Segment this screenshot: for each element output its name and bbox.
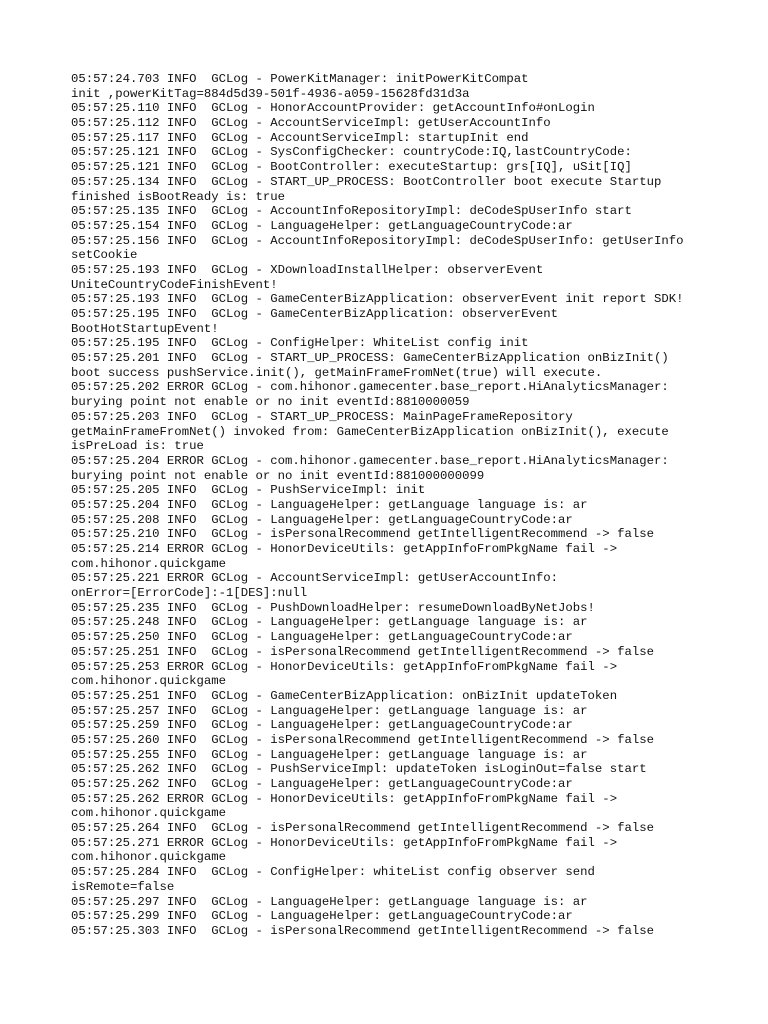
log-line: 05:57:25.253 ERROR GCLog - HonorDeviceUtils: getAppInfoFromPkgName fail -> xyxy=(71,659,618,674)
log-line: 05:57:25.204 ERROR GCLog - com.hihonor.gamecenter.base_report.HiAnalyticsManager: xyxy=(71,453,669,468)
log-line: 05:57:25.110 INFO GCLog - HonorAccountProvider: getAccountInfo#onLogin xyxy=(71,101,595,116)
log-line: 05:57:25.214 ERROR GCLog - HonorDeviceUtils: getAppInfoFromPkgName fail -> xyxy=(71,542,618,556)
log-line: 05:57:25.235 INFO GCLog - PushDownloadHelper: resumeDownloadByNetJobs! xyxy=(71,600,595,615)
log-line: 05:57:25.299 INFO GCLog - LanguageHelper: getLanguageCountryCode:ar xyxy=(71,909,573,924)
log-line: 05:57:25.210 INFO GCLog - isPersonalRecommend getIntelligentRecommend -> false xyxy=(71,527,654,542)
log-line: 05:57:25.202 ERROR GCLog - com.hihonor.gamecenter.base_report.HiAnalyticsManager: xyxy=(71,380,669,395)
log-line: onError=[ErrorCode]:-1[DES]:null xyxy=(71,586,308,601)
log-line: com.hihonor.quickgame xyxy=(71,806,226,821)
log-line: 05:57:25.262 INFO GCLog - PushServiceImpl: updateToken isLoginOut=false start xyxy=(71,762,647,777)
log-line: com.hihonor.quickgame xyxy=(71,674,226,689)
log-line: burying point not enable or no init eventId:881000000099 xyxy=(71,468,485,483)
log-line: 05:57:25.259 INFO GCLog - LanguageHelper: getLanguageCountryCode:ar xyxy=(71,718,573,733)
log-line: 05:57:25.193 INFO GCLog - XDownloadInstallHelper: observerEvent xyxy=(71,262,544,277)
log-line: 05:57:24.703 INFO GCLog - PowerKitManager: initPowerKitCompat xyxy=(71,72,529,86)
log-line: isRemote=false xyxy=(71,879,175,894)
log-text-block xyxy=(71,72,731,939)
log-line: com.hihonor.quickgame xyxy=(71,556,226,571)
log-line: 05:57:25.134 INFO GCLog - START_UP_PROCESS: BootController boot execute Startup xyxy=(71,174,662,189)
log-line: 05:57:25.260 INFO GCLog - isPersonalRecommend getIntelligentRecommend -> false xyxy=(71,732,654,747)
log-line: 05:57:25.284 INFO GCLog - ConfigHelper: whiteList config observer send xyxy=(71,865,595,880)
log-line: 05:57:25.121 INFO GCLog - SysConfigChecker: countryCode:IQ,lastCountryCode: xyxy=(71,145,632,160)
log-line: 05:57:25.221 ERROR GCLog - AccountServiceImpl: getUserAccountInfo: xyxy=(71,571,559,586)
log-line: init ,powerKitTag=884d5d39-501f-4936-a059-15628fd31d3a xyxy=(71,86,470,101)
log-line: 05:57:25.271 ERROR GCLog - HonorDeviceUtils: getAppInfoFromPkgName fail -> xyxy=(71,835,618,850)
log-line: 05:57:25.121 INFO GCLog - BootController: executeStartup: grs[IQ], uSit[IQ] xyxy=(71,160,632,175)
log-line: com.hihonor.quickgame xyxy=(71,850,226,865)
log-line: 05:57:25.264 INFO GCLog - isPersonalRecommend getIntelligentRecommend -> false xyxy=(71,821,654,836)
log-line: 05:57:25.201 INFO GCLog - START_UP_PROCESS: GameCenterBizApplication onBizInit() xyxy=(71,351,669,366)
log-line: 05:57:25.112 INFO GCLog - AccountServiceImpl: getUserAccountInfo xyxy=(71,116,551,131)
log-line: 05:57:25.154 INFO GCLog - LanguageHelper: getLanguageCountryCode:ar xyxy=(71,218,573,233)
log-line: 05:57:25.117 INFO GCLog - AccountServiceImpl: startupInit end xyxy=(71,130,529,145)
log-line: getMainFrameFromNet() invoked from: GameCenterBizApplication onBizInit(), execute xyxy=(71,424,669,439)
log-line: 05:57:25.208 INFO GCLog - LanguageHelper: getLanguageCountryCode:ar xyxy=(71,512,573,527)
log-line: BootHotStartupEvent! xyxy=(71,321,219,336)
log-line: 05:57:25.135 INFO GCLog - AccountInfoRepositoryImpl: deCodeSpUserInfo start xyxy=(71,204,632,219)
log-line: 05:57:25.195 INFO GCLog - ConfigHelper: WhiteList config init xyxy=(71,336,529,351)
log-line: setCookie xyxy=(71,248,138,263)
log-line: 05:57:25.251 INFO GCLog - GameCenterBizApplication: onBizInit updateToken xyxy=(71,688,618,703)
log-line: 05:57:25.251 INFO GCLog - isPersonalRecommend getIntelligentRecommend -> false xyxy=(71,644,654,659)
log-line: 05:57:25.195 INFO GCLog - GameCenterBizApplication: observerEvent xyxy=(71,307,559,321)
log-line: burying point not enable or no init eventId:8810000059 xyxy=(71,395,470,410)
log-line: boot success pushService.init(), getMainFrameFromNet(true) will execute. xyxy=(71,365,603,380)
log-line: 05:57:25.250 INFO GCLog - LanguageHelper: getLanguageCountryCode:ar xyxy=(71,630,573,645)
log-line: 05:57:25.297 INFO GCLog - LanguageHelper: getLanguage language is: ar xyxy=(71,894,588,909)
log-line: 05:57:25.205 INFO GCLog - PushServiceImpl: init xyxy=(71,483,426,498)
log-line: 05:57:25.193 INFO GCLog - GameCenterBizApplication: observerEvent init report SDK! xyxy=(71,292,684,307)
log-line: 05:57:25.262 ERROR GCLog - HonorDeviceUtils: getAppInfoFromPkgName fail -> xyxy=(71,791,618,806)
log-line: 05:57:25.204 INFO GCLog - LanguageHelper: getLanguage language is: ar xyxy=(71,497,588,512)
log-line: 05:57:25.248 INFO GCLog - LanguageHelper: getLanguage language is: ar xyxy=(71,615,588,630)
log-line: finished isBootReady is: true xyxy=(71,189,286,204)
log-line: isPreLoad is: true xyxy=(71,439,204,454)
log-line: UniteCountryCodeFinishEvent! xyxy=(71,277,278,292)
log-line: 05:57:25.203 INFO GCLog - START_UP_PROCESS: MainPageFrameRepository xyxy=(71,409,573,424)
log-line: 05:57:25.257 INFO GCLog - LanguageHelper: getLanguage language is: ar xyxy=(71,703,588,718)
log-line: 05:57:25.156 INFO GCLog - AccountInfoRepositoryImpl: deCodeSpUserInfo: getUserInfo xyxy=(71,233,684,248)
log-line: 05:57:25.262 INFO GCLog - LanguageHelper: getLanguageCountryCode:ar xyxy=(71,777,573,791)
log-line: 05:57:25.255 INFO GCLog - LanguageHelper: getLanguage language is: ar xyxy=(71,747,588,762)
log-line: 05:57:25.303 INFO GCLog - isPersonalRecommend getIntelligentRecommend -> false xyxy=(71,923,654,938)
